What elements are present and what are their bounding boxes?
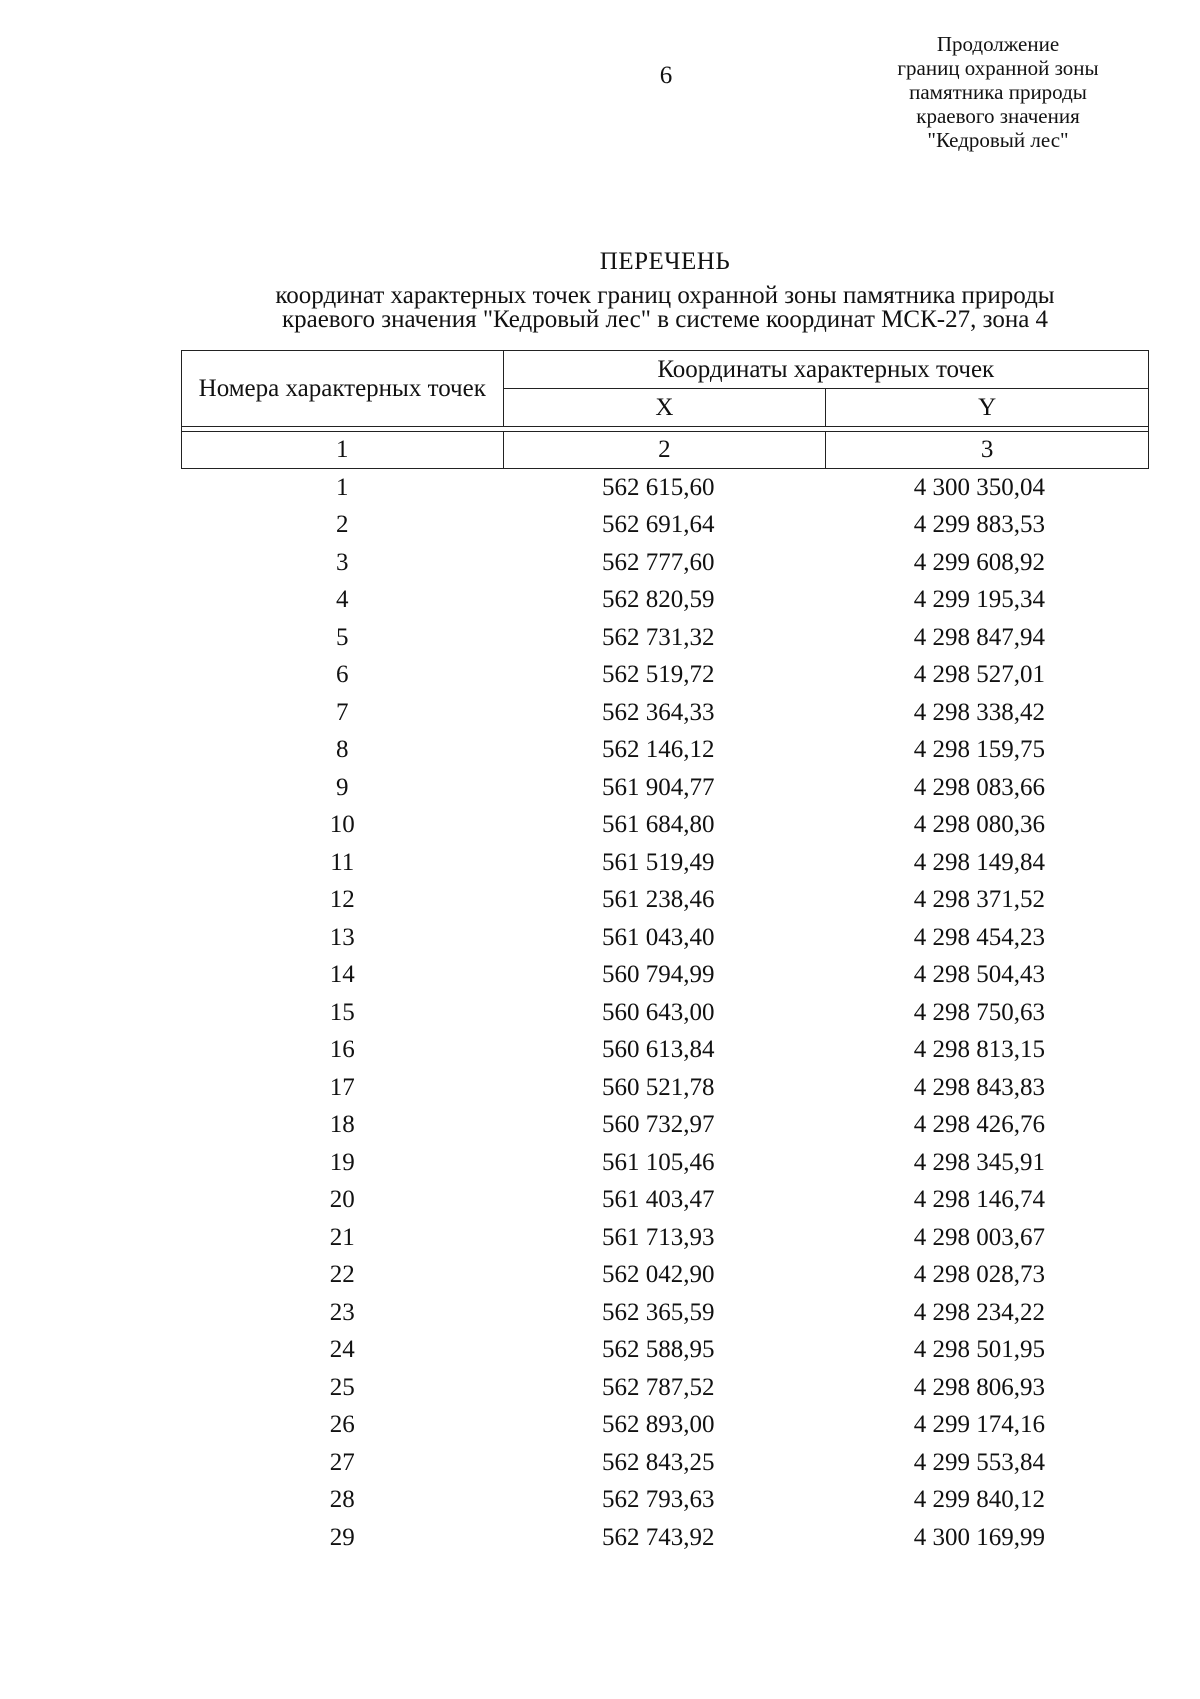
point-number-cell: 20 <box>329 1186 355 1214</box>
table-row <box>182 657 1149 695</box>
point-number-cell: 15 <box>329 998 355 1026</box>
table-row <box>182 919 1149 957</box>
x-coordinate-cell: 561 238,46 <box>602 886 715 914</box>
header-y: Y <box>826 389 1149 427</box>
point-number-cell: 14 <box>329 961 355 989</box>
header-note-line: краевого значения <box>916 104 1080 128</box>
point-number-cell: 18 <box>329 1111 355 1139</box>
x-coordinate-cell: 562 787,52 <box>602 1373 715 1401</box>
x-coordinate-cell: 562 364,33 <box>602 698 715 726</box>
y-coordinate-cell: 4 298 080,36 <box>913 811 1045 839</box>
x-coordinate-cell: 562 691,64 <box>602 511 715 539</box>
x-coordinate-cell: 562 893,00 <box>602 1411 715 1439</box>
table-row <box>182 1219 1149 1257</box>
x-coordinate-cell: 562 777,60 <box>602 548 715 576</box>
table-row <box>182 1032 1149 1070</box>
table-row <box>182 957 1149 995</box>
x-coordinate-cell: 562 615,60 <box>602 473 715 501</box>
x-coordinate-cell: 562 820,59 <box>602 586 715 614</box>
y-coordinate-cell: 4 298 003,67 <box>913 1223 1045 1251</box>
table-row <box>182 619 1149 657</box>
point-number-cell: 9 <box>336 773 349 801</box>
y-coordinate-cell: 4 298 028,73 <box>913 1261 1045 1289</box>
x-coordinate-cell: 561 904,77 <box>602 773 715 801</box>
table-row <box>182 469 1149 507</box>
x-coordinate-cell: 562 146,12 <box>602 736 715 764</box>
table-row <box>182 1444 1149 1482</box>
table-row <box>182 1407 1149 1445</box>
x-coordinate-cell: 561 684,80 <box>602 811 715 839</box>
y-coordinate-cell: 4 300 169,99 <box>913 1523 1045 1551</box>
x-coordinate-cell: 561 043,40 <box>602 923 715 951</box>
document-title: ПЕРЕЧЕНЬ <box>599 248 731 275</box>
point-number-cell: 5 <box>336 623 349 651</box>
table-row <box>182 544 1149 582</box>
coordinates-table <box>181 350 1149 1557</box>
header-coordinates: Координаты характерных точек <box>503 351 1148 389</box>
x-coordinate-cell: 562 042,90 <box>602 1261 715 1289</box>
y-coordinate-cell: 4 298 149,84 <box>913 848 1045 876</box>
x-coordinate-cell: 562 365,59 <box>602 1298 715 1326</box>
table-row <box>182 1182 1149 1220</box>
x-coordinate-cell: 560 794,99 <box>602 961 715 989</box>
table-row <box>182 1069 1149 1107</box>
table-row <box>182 694 1149 732</box>
point-number-cell: 28 <box>329 1486 355 1514</box>
y-coordinate-cell: 4 298 501,95 <box>913 1336 1045 1364</box>
table-row <box>182 769 1149 807</box>
table-row <box>182 994 1149 1032</box>
x-coordinate-cell: 560 732,97 <box>602 1111 715 1139</box>
point-number-cell: 13 <box>329 923 355 951</box>
point-number-cell: 7 <box>336 698 349 726</box>
y-coordinate-cell: 4 299 195,34 <box>913 586 1045 614</box>
point-number-cell: 21 <box>329 1223 355 1251</box>
point-number-cell: 4 <box>336 586 349 614</box>
x-coordinate-cell: 560 643,00 <box>602 998 715 1026</box>
y-coordinate-cell: 4 298 504,43 <box>913 961 1045 989</box>
y-coordinate-cell: 4 299 608,92 <box>913 548 1045 576</box>
point-number-cell: 24 <box>329 1336 355 1364</box>
table-row <box>182 732 1149 770</box>
point-number-cell: 22 <box>329 1261 355 1289</box>
table-row <box>182 882 1149 920</box>
header-note <box>848 32 1148 152</box>
point-number-cell: 6 <box>336 661 349 689</box>
x-coordinate-cell: 561 403,47 <box>602 1186 715 1214</box>
x-coordinate-cell: 562 843,25 <box>602 1448 715 1476</box>
table-row <box>182 807 1149 845</box>
header-note-line: Продолжение <box>936 32 1060 56</box>
y-coordinate-cell: 4 298 338,42 <box>913 698 1045 726</box>
y-coordinate-cell: 4 298 806,93 <box>913 1373 1045 1401</box>
header-note-line: границ охранной зоны <box>897 56 1099 80</box>
table-row <box>182 507 1149 545</box>
y-coordinate-cell: 4 298 813,15 <box>913 1036 1045 1064</box>
table-body <box>182 469 1149 1557</box>
y-coordinate-cell: 4 299 883,53 <box>913 511 1045 539</box>
table-row <box>182 844 1149 882</box>
y-coordinate-cell: 4 298 234,22 <box>913 1298 1045 1326</box>
y-coordinate-cell: 4 298 371,52 <box>913 886 1045 914</box>
y-coordinate-cell: 4 299 174,16 <box>913 1411 1045 1439</box>
y-coordinate-cell: 4 298 750,63 <box>913 998 1045 1026</box>
point-number-cell: 27 <box>329 1448 355 1476</box>
y-coordinate-cell: 4 298 847,94 <box>913 623 1045 651</box>
table-row <box>182 1332 1149 1370</box>
point-number-cell: 23 <box>329 1298 355 1326</box>
column-number: 3 <box>826 432 1149 469</box>
x-coordinate-cell: 562 588,95 <box>602 1336 715 1364</box>
subtitle-line: краевого значения "Кедровый лес" в системе координат МСК-27, зона 4 <box>281 306 1049 333</box>
x-coordinate-cell: 561 519,49 <box>602 848 715 876</box>
point-number-cell: 1 <box>336 473 349 501</box>
point-number-cell: 17 <box>329 1073 355 1101</box>
point-number-cell: 12 <box>329 886 355 914</box>
x-coordinate-cell: 562 743,92 <box>602 1523 715 1551</box>
header-note-line: памятника природы <box>909 80 1087 104</box>
point-number-cell: 16 <box>329 1036 355 1064</box>
x-coordinate-cell: 562 731,32 <box>602 623 715 651</box>
table-row <box>182 582 1149 620</box>
table-row <box>182 1369 1149 1407</box>
point-number-cell: 25 <box>329 1373 355 1401</box>
y-coordinate-cell: 4 298 527,01 <box>913 661 1045 689</box>
point-number-cell: 26 <box>329 1411 355 1439</box>
table-row <box>182 1257 1149 1295</box>
header-point-numbers: Номера характерных точек <box>182 351 504 427</box>
y-coordinate-cell: 4 298 426,76 <box>913 1111 1045 1139</box>
y-coordinate-cell: 4 298 083,66 <box>913 773 1045 801</box>
table-row <box>182 1482 1149 1520</box>
x-coordinate-cell: 562 793,63 <box>602 1486 715 1514</box>
column-number: 1 <box>182 432 504 469</box>
header-x: X <box>503 389 826 427</box>
document-subtitle <box>160 284 1170 332</box>
y-coordinate-cell: 4 298 345,91 <box>913 1148 1045 1176</box>
y-coordinate-cell: 4 298 146,74 <box>913 1186 1045 1214</box>
y-coordinate-cell: 4 300 350,04 <box>913 473 1045 501</box>
page-number: 6 <box>659 62 673 89</box>
y-coordinate-cell: 4 298 159,75 <box>913 736 1045 764</box>
point-number-cell: 10 <box>329 811 355 839</box>
point-number-cell: 3 <box>336 548 349 576</box>
x-coordinate-cell: 560 613,84 <box>602 1036 715 1064</box>
point-number-cell: 2 <box>336 511 349 539</box>
x-coordinate-cell: 561 105,46 <box>602 1148 715 1176</box>
y-coordinate-cell: 4 298 454,23 <box>913 923 1045 951</box>
y-coordinate-cell: 4 299 553,84 <box>913 1448 1045 1476</box>
subtitle-line: координат характерных точек границ охранной зоны памятника природы <box>275 282 1055 309</box>
y-coordinate-cell: 4 299 840,12 <box>913 1486 1045 1514</box>
y-coordinate-cell: 4 298 843,83 <box>913 1073 1045 1101</box>
column-number: 2 <box>503 432 826 469</box>
table-row <box>182 1107 1149 1145</box>
header-note-line: "Кедровый лес" <box>927 128 1069 152</box>
point-number-cell: 11 <box>330 848 355 876</box>
table-row <box>182 1519 1149 1557</box>
x-coordinate-cell: 562 519,72 <box>602 661 715 689</box>
x-coordinate-cell: 561 713,93 <box>602 1223 715 1251</box>
table-row <box>182 1144 1149 1182</box>
x-coordinate-cell: 560 521,78 <box>602 1073 715 1101</box>
point-number-cell: 8 <box>336 736 349 764</box>
table-row <box>182 1294 1149 1332</box>
point-number-cell: 19 <box>329 1148 355 1176</box>
point-number-cell: 29 <box>329 1523 355 1551</box>
